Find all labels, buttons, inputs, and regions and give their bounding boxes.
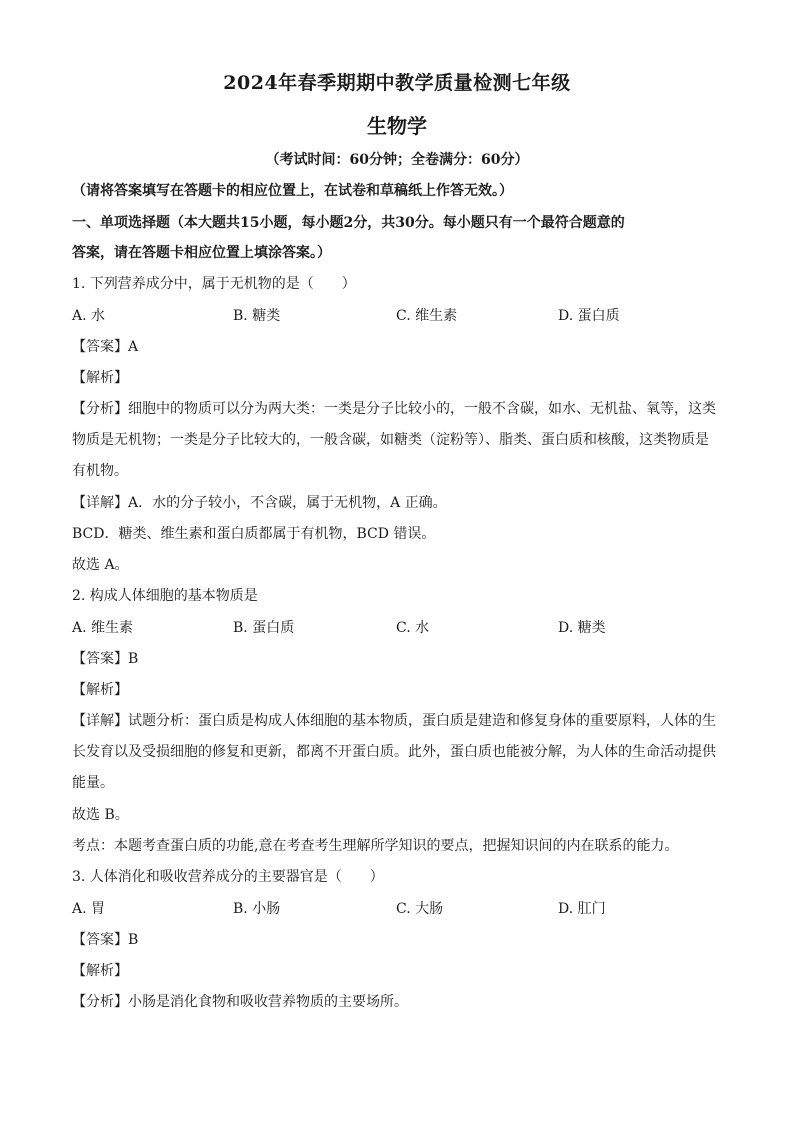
q1-option-d: D. 蛋白质 bbox=[558, 308, 620, 324]
q2-choose: 故选 B。 bbox=[72, 807, 129, 823]
section-heading-line2: 答案，请在答题卡相应位置上填涂答案。） bbox=[72, 245, 331, 261]
q2-option-a: A. 维生素 bbox=[72, 620, 134, 636]
q2-jiexi: 【解析】 bbox=[72, 682, 128, 698]
q2-detail-line2: 长发育以及受损细胞的修复和更新，都离不开蛋白质。此外，蛋白质也能被分解，为人体的生命活动提供 bbox=[72, 744, 716, 760]
q1-detail-line2: BCD．糖类、维生素和蛋白质都属于有机物，BCD 错误。 bbox=[72, 526, 436, 542]
q2-detail-line1: 【详解】试题分析：蛋白质是构成人体细胞的基本物质，蛋白质是建造和修复身体的重要原料，人体的生 bbox=[72, 713, 716, 729]
q2-option-b: B. 蛋白质 bbox=[233, 620, 295, 636]
subject-title: 生物学 bbox=[367, 114, 427, 138]
q1-stem: 1. 下列营养成分中，属于无机物的是（ ） bbox=[72, 276, 356, 292]
q2-answer: 【答案】B bbox=[72, 651, 139, 667]
q3-option-a: A. 胃 bbox=[72, 901, 106, 917]
q3-stem: 3. 人体消化和吸收营养成分的主要器官是（ ） bbox=[72, 869, 384, 885]
exam-info: （考试时间：60分钟；全卷满分：60分） bbox=[265, 152, 529, 168]
q3-answer: 【答案】B bbox=[72, 932, 139, 948]
q1-choose: 故选 A。 bbox=[72, 557, 129, 573]
q1-answer: 【答案】A bbox=[72, 339, 139, 355]
exam-title: 2024年春季期期中教学质量检测七年级 bbox=[223, 72, 571, 94]
q2-stem: 2. 构成人体细胞的基本物质是 bbox=[72, 588, 258, 604]
section-heading-line1: 一、单项选择题（本大题共15小题，每小题2分，共30分。每小题只有一个最符合题意的 bbox=[72, 215, 625, 231]
notice: （请将答案填写在答题卡的相应位置上，在试卷和草稿纸上作答无效。） bbox=[72, 183, 513, 199]
q3-jiexi: 【解析】 bbox=[72, 963, 128, 979]
q3-option-c: C. 大肠 bbox=[396, 901, 444, 917]
q1-option-b: B. 糖类 bbox=[233, 308, 281, 324]
q1-analysis-line1: 【分析】细胞中的物质可以分为两大类：一类是分子比较小的，一般不含碳，如水、无机盐、氧等，这类 bbox=[72, 401, 716, 417]
q1-jiexi: 【解析】 bbox=[72, 370, 128, 386]
q1-detail-line1: 【详解】A．水的分子较小，不含碳，属于无机物，A 正确。 bbox=[72, 495, 447, 511]
q3-analysis-line1: 【分析】小肠是消化食物和吸收营养物质的主要场所。 bbox=[72, 994, 408, 1010]
q2-option-c: C. 水 bbox=[396, 620, 430, 636]
q1-analysis-line2: 物质是无机物；一类是分子比较大的，一般含碳，如糖类（淀粉等）、脂类、蛋白质和核酸，这类物质是 bbox=[72, 432, 709, 448]
q3-option-d: D. 肛门 bbox=[558, 901, 606, 917]
q2-option-d: D. 糖类 bbox=[558, 620, 606, 636]
q1-option-a: A. 水 bbox=[72, 308, 106, 324]
q1-option-c: C. 维生素 bbox=[396, 308, 458, 324]
q2-kaodian: 考点：本题考查蛋白质的功能,意在考查考生理解所学知识的要点，把握知识间的内在联系的能力。 bbox=[72, 838, 679, 854]
q3-option-b: B. 小肠 bbox=[233, 901, 281, 917]
q1-analysis-line3: 有机物。 bbox=[72, 463, 128, 479]
q2-detail-line3: 能量。 bbox=[72, 775, 114, 791]
